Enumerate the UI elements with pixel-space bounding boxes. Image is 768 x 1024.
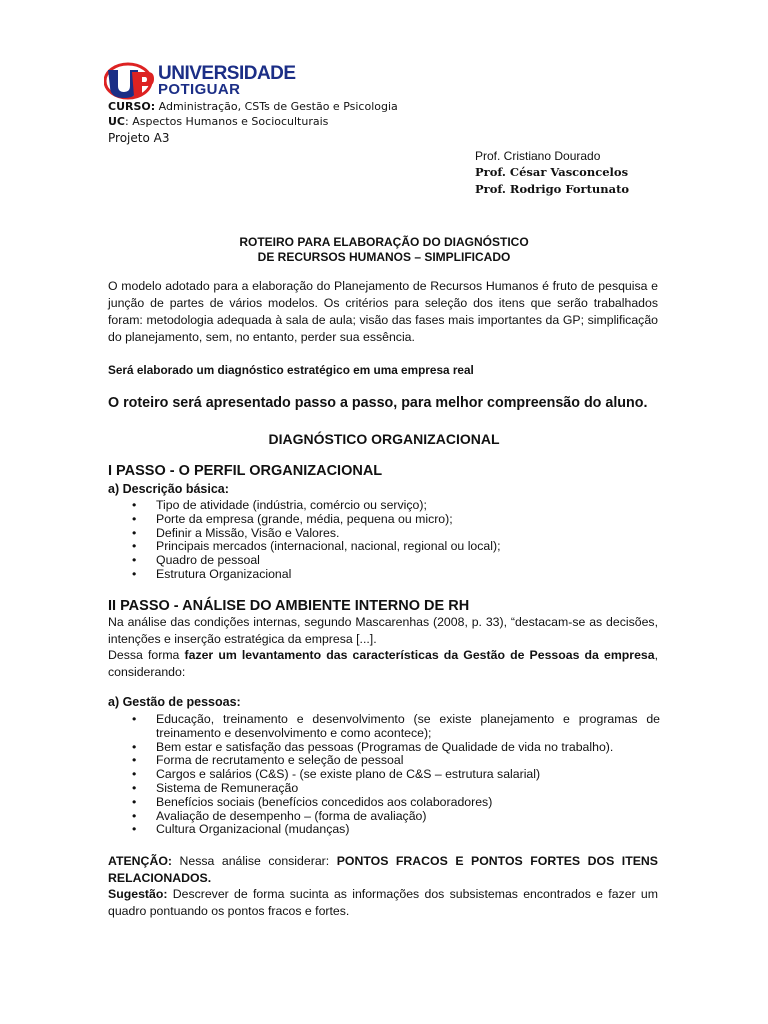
list-item: • Quadro de pessoal: [130, 554, 660, 568]
list-item: • Definir a Missão, Visão e Valores.: [130, 527, 660, 541]
university-logo: [104, 62, 296, 100]
list-item: • Sistema de Remuneração: [130, 782, 660, 796]
list-item: • Educação, treinamento e desenvolvimento (se existe planejamento e programas de treinamento e desenvolvimento e como acontece);: [130, 713, 660, 741]
step2-subheading: a) Gestão de pessoas:: [108, 695, 241, 709]
list-item: • Cultura Organizacional (mudanças): [130, 823, 660, 837]
step2-list: [130, 713, 660, 837]
course-label: CURSO:: [108, 100, 156, 113]
svg-text:n: n: [122, 80, 129, 91]
step2-paragraph2: [108, 647, 658, 681]
suggestion-note: [108, 886, 658, 920]
list-item: • Benefícios sociais (benefícios concedidos aos colaboradores): [130, 796, 660, 810]
roteiro-statement: O roteiro será apresentado passo a passo, para melhor compreensão do aluno.: [108, 395, 648, 411]
step1-heading: I PASSO - O PERFIL ORGANIZACIONAL: [108, 463, 383, 479]
course-line: [108, 100, 398, 114]
course-value: Administração, CSTs de Gestão e Psicologia: [155, 100, 398, 113]
logo-line2: POTIGUAR: [158, 81, 241, 98]
list-item: • Forma de recrutamento e seleção de pessoal: [130, 754, 660, 768]
professor-3: Prof. Rodrigo Fortunato: [475, 182, 630, 196]
suggestion-text: Descrever de forma sucinta as informações dos subsistemas encontrados e fazer um quadro pontuando os pontos fracos e fortes.: [108, 887, 658, 918]
attention-emphasis: PONTOS FRACOS E PONTOS FORTES DOS ITENS RELACIONADOS.: [108, 854, 658, 885]
paragraph-text: , considerando:: [108, 648, 659, 679]
uc-line: [108, 115, 328, 129]
uc-value: : Aspectos Humanos e Socioculturais: [125, 115, 329, 128]
diagnostic-heading: DIAGNÓSTICO ORGANIZACIONAL: [268, 431, 500, 447]
list-item: • Tipo de atividade (indústria, comércio ou serviço);: [130, 499, 660, 513]
list-item: • Porte da empresa (grande, média, pequena ou micro);: [130, 513, 660, 527]
list-item: • Avaliação de desempenho – (forma de avaliação): [130, 810, 660, 824]
step2-paragraph1: Na análise das condições internas, segundo Mascarenhas (2008, p. 33), “destacam-se as decisões, intenções e inserção estratégica da empresa [...].: [108, 615, 658, 646]
strategic-statement: Será elaborado um diagnóstico estratégico em uma empresa real: [108, 363, 474, 377]
project-label: Projeto A3: [108, 131, 170, 145]
step2-heading: II PASSO - ANÁLISE DO AMBIENTE INTERNO DE RH: [108, 598, 470, 614]
suggestion-label: Sugestão:: [108, 887, 168, 901]
attention-label: ATENÇÃO:: [108, 854, 172, 868]
step1-subheading: a) Descrição básica:: [108, 482, 229, 496]
attention-text: Nessa análise considerar:: [171, 854, 337, 868]
intro-paragraph: O modelo adotado para a elaboração do Planejamento de Recursos Humanos é fruto de pesquisa e junção de partes de vários modelos. Os critérios para seleção dos itens que serão trabalhados foram: metodologia adequada à sala de aula; visão das fases mais importantes da GP; simplificação do planejamento, sem, no entanto, perder sua essência.: [108, 279, 658, 344]
list-item: • Cargos e salários (C&S) - (se existe plano de C&S – estrutura salarial): [130, 768, 660, 782]
list-item: • Estrutura Organizacional: [130, 568, 660, 582]
logo-line1: UNIVERSIDADE: [158, 63, 296, 84]
paragraph-emphasis: fazer um levantamento das características da Gestão de Pessoas da empresa: [184, 648, 655, 662]
unp-logo-icon: [104, 62, 156, 100]
document-title-line1: ROTEIRO PARA ELABORAÇÃO DO DIAGNÓSTICO: [239, 235, 529, 249]
professor-1: Prof. Cristiano Dourado: [475, 149, 601, 163]
list-item: • Bem estar e satisfação das pessoas (Programas de Qualidade de vida no trabalho).: [130, 741, 660, 755]
paragraph-text: Dessa forma: [108, 648, 185, 662]
list-item: • Principais mercados (internacional, nacional, regional ou local);: [130, 540, 660, 554]
uc-label: UC: [108, 115, 126, 128]
attention-note: [108, 853, 658, 887]
professor-2: Prof. César Vasconcelos: [475, 165, 629, 179]
step1-list: [130, 499, 660, 582]
document-title-line2: DE RECURSOS HUMANOS – SIMPLIFICADO: [257, 250, 511, 264]
